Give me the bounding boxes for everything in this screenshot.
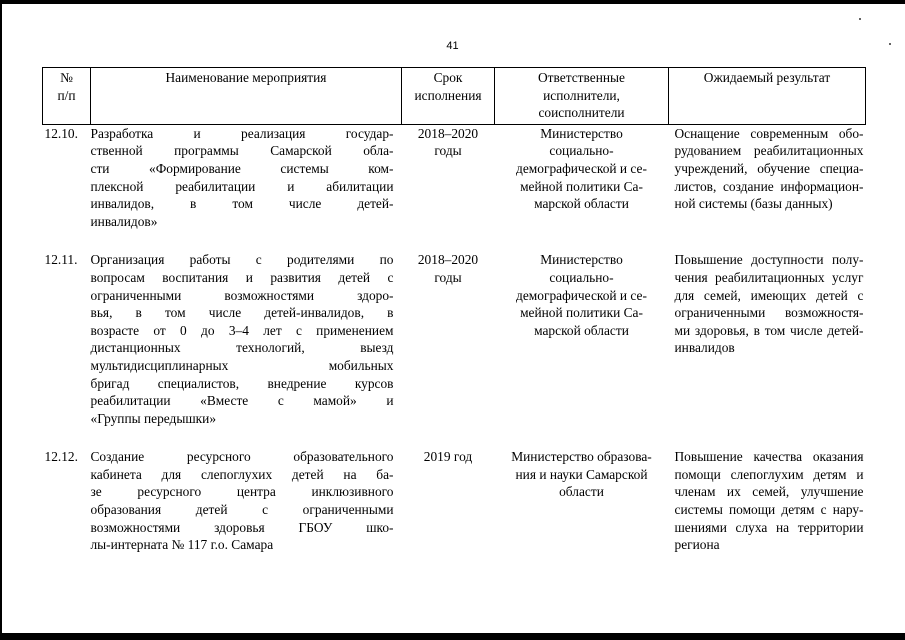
page-number: 41 bbox=[446, 40, 459, 52]
measure-term: 2018–2020 годы bbox=[417, 252, 479, 285]
table-row bbox=[43, 448, 866, 575]
scan-border-bottom bbox=[0, 633, 905, 640]
table-row bbox=[43, 124, 866, 251]
measure-responsible: Министерство образова- ния и науки Самарской области bbox=[511, 449, 652, 500]
measure-name: Создание ресурсного образовательного кабинета для слепоглухих детей на ба- зе ресурсного центра инклюзивного образования детей с ограниченными возможностями здоровья ГБОУ шко- лы-интерната № 117 г.о. Самара bbox=[90, 449, 394, 553]
header-result: Ожидаемый результат bbox=[669, 68, 866, 125]
row-number: 12.11. bbox=[44, 252, 78, 268]
row-number: 12.12. bbox=[44, 449, 78, 465]
measure-term: 2018–2020 годы bbox=[417, 125, 479, 159]
measure-term: 2019 год bbox=[423, 449, 473, 465]
scan-speck bbox=[859, 18, 861, 20]
measure-name: Разработка и реализация государ- ственной программы Самарской обла- сти «Формирование системы ком- плексной реабилитации и абилитации инвалидов, в том числе детей- инвалидов» bbox=[90, 125, 394, 229]
measure-name: Организация работы с родителями по вопросам воспитания и развития детей с ограниченными возможностями здоро- вья, в том числе детей-инвалидов, в возрасте от 0 до 3–4 лет с применением дистанционных технологий, выезд мультидисциплинарных мобильных бригад специалистов, внедрение курсов реабилитации «Вместе с мамой» и «Группы передышки» bbox=[90, 252, 394, 426]
measures-table bbox=[42, 67, 866, 575]
header-num: № п/п bbox=[43, 68, 91, 125]
measure-result: Повышение качества оказания помощи слепоглухим детям и членам их семей, улучшение системы помощи детям с нару- шениями слуха на территории региона bbox=[674, 449, 864, 553]
measure-result: Повышение доступности полу- чения реабилитационных услуг для семей, имеющих детей с ограниченными возможностя- ми здоровья, в том числе детей- инвалидов bbox=[674, 252, 864, 356]
header-name: Наименование мероприятия bbox=[91, 68, 402, 125]
measure-responsible: Министерство социально- демографической и се- мейной политики Са- марской области bbox=[516, 252, 647, 338]
table-row bbox=[43, 251, 866, 448]
header-responsible: Ответственные исполнители, соисполнители bbox=[495, 68, 669, 125]
scan-border-top bbox=[0, 0, 905, 4]
scan-border-left bbox=[0, 0, 2, 640]
measure-result: Оснащение современным обо- рудованием реабилитационных учреждений, обучение специа- листов, создание информацион- ной системы (базы данных) bbox=[674, 125, 864, 212]
header-term: Срок исполнения bbox=[402, 68, 495, 125]
table-header-row bbox=[43, 68, 866, 125]
row-number: 12.10. bbox=[44, 125, 78, 141]
measure-responsible: Министерство социально- демографической и се- мейной политики Са- марской области bbox=[516, 125, 647, 212]
